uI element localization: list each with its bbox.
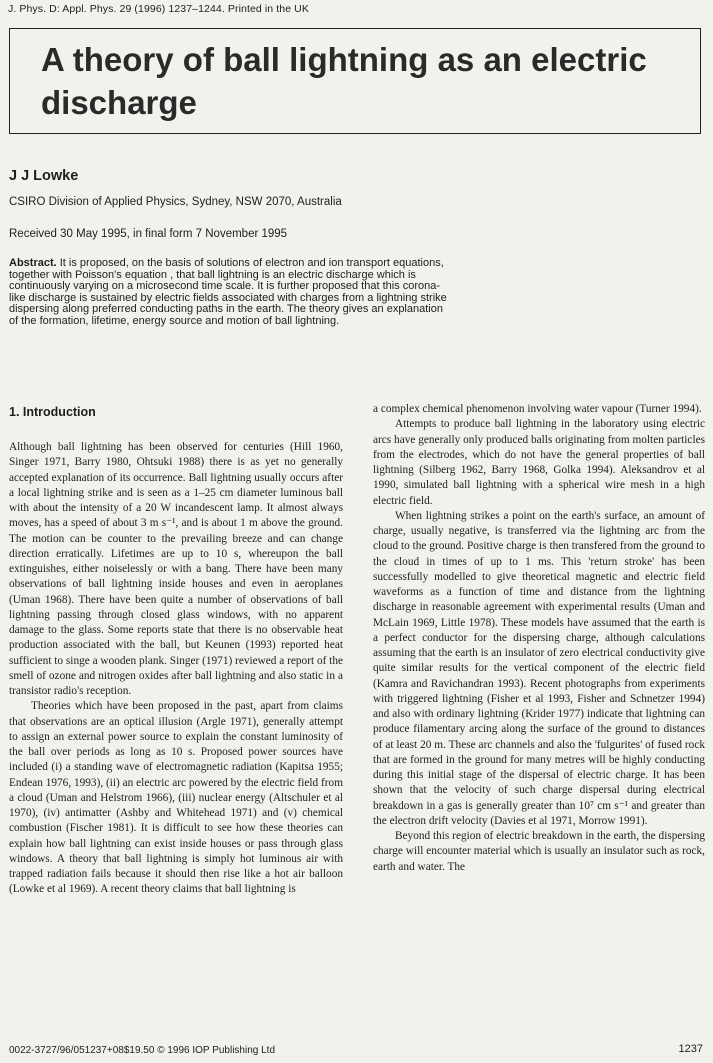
- left-column: [9, 405, 343, 898]
- author-affiliation: CSIRO Division of Applied Physics, Sydney, NSW 2070, Australia: [9, 196, 342, 208]
- copyright-line: 0022-3727/96/051237+08$19.50 © 1996 IOP Publishing Ltd: [9, 1045, 276, 1056]
- paragraph: Theories which have been proposed in the past, apart from claims that observations are an optical illusion (Argle 1971), generally attempt to assign an external power source to explain the constant luminosity of the ball over periods as long as 10 s. Proposed power sources have included (i) a standing wave of electromagnetic radiation (Kapitsa 1955; Endean 1976, 1993), (ii) an electric arc powered by the electric field from a cloud (Uman and Helstrom 1966), (iii) nuclear energy (Altschuler et al 1970), (iv) antimatter (Ashby and Whitehead 1971) and (v) chemical combustion (Fischer 1981). It is difficult to see how these theories can explain how ball lightning can exist inside houses or pass through glass windows. A theory that ball lightning is simply hot luminous air with trapped radiation fails because it should then rise like a hot air balloon (Lowke et al 1969). A recent theory claims that ball lightning is: [9, 700, 343, 896]
- paragraph: When lightning strikes a point on the earth's surface, an amount of charge, usually negative, is transferred via the lightning arc from the cloud to the ground. Positive charge is then transfered from the ground to the cloud in times of up to 1 ms. This 'return stroke' has been successfully modelled to give theoretical magnetic and electric field waveforms as a function of time and distance from the lightning discharge in reasonable agreement with experimental results (Uman and McLain 1969, Little 1978). These models have assumed that the earth is a perfect conductor for the dispersing charge, although calculations assuming that the earth is an insulator of zero electrical conductivity give quite similar results for the vertical component of the electric field (Kamra and Ravichandran 1993). Recent photographs from experiments with triggered lightning (Fisher et al 1993, Fisher and Schnetzer 1994) and also with ordinary lightning (Krider 1977) indicate that lightning can produce filamentary arcing along the surface of the ground to distances of at least 20 m. These arc channels and also the 'fulgurites' of fused rock that are formed in the ground for many metres will be highly conducting during this initial stage of the dispersal of electric charge. It has been shown that the velocity of such charge dispersal during electrical breakdown in a gas is generally greater than 10⁷ cm s⁻¹ and greater than the electron drift velocity (Davies et al 1971, Morrow 1991).: [373, 509, 705, 827]
- paragraph: Beyond this region of electric breakdown in the earth, the dispersing charge will encounter material which is usually an insulator such as rock, earth and water. The: [373, 830, 705, 873]
- paragraph: Attempts to produce ball lightning in the laboratory using electric arcs have generally only produced balls originating from molten particles from the electrodes, which do not have the general properties of ball lightning (Silberg 1962, Barry 1968, Golka 1994). Aleksandrov et al 1990, simulated ball lightning with a spherical wire mesh in a high electric field.: [373, 418, 705, 507]
- journal-citation: J. Phys. D: Appl. Phys. 29 (1996) 1237–1244. Printed in the UK: [8, 3, 309, 15]
- abstract-text: It is proposed, on the basis of solutions of electron and ion transport equations, together with Poisson's equation , that ball lightning is an electric discharge which is continuously varying on a microsecond time scale. It is further proposed that this corona-like discharge is sustained by electric fields associated with charges from a lightning strike dispersing along preferred conducting paths in the earth. The theory gives an explanation of the formation, lifetime, energy source and motion of ball lightning.: [9, 257, 447, 327]
- abstract-label: Abstract.: [9, 257, 57, 269]
- received-dates: Received 30 May 1995, in final form 7 November 1995: [9, 228, 288, 240]
- right-column: [373, 402, 705, 875]
- author-name: J J Lowke: [9, 168, 79, 184]
- paragraph: a complex chemical phenomenon involving water vapour (Turner 1994).: [373, 403, 702, 415]
- title-box: [9, 28, 701, 134]
- abstract: [9, 258, 454, 328]
- section-heading: 1. Introduction: [9, 405, 96, 419]
- page-number: 1237: [678, 1043, 703, 1055]
- paragraph: Although ball lightning has been observed for centuries (Hill 1960, Singer 1971, Barry 1980, Ohtsuki 1988) there is as yet no generally accepted explanation of its occurrence. Ball lightning usually occurs after a local lightning strike and is seen as a 1–25 cm diameter luminous ball with about the intensity of a 20 W incandescent lamp. It almost always moves, has a speed of about 3 m s⁻¹, and is about 1 m above the ground. The motion can be counter to the prevailing breeze and can change direction erratically. Lifetimes are up to 10 s, whereupon the ball extinguishes, either noiselessly or with a bang. There have been many observations of ball lightning inside houses and even in aeroplanes (Uman 1968). There have been quite a number of observations of ball lightning passing through closed glass windows, with no apparent damage to the glass. Some reports state that there is no observable heat production associated with the ball, but Keunen (1993) reported heat sufficient to singe a wooden plank. Singer (1971) reviewed a report of the smell of ozone and nitrogen oxides after ball lightning and also static in a transistor radio's reception.: [9, 441, 343, 697]
- article-title: A theory of ball lightning as an electric discharge: [41, 41, 647, 121]
